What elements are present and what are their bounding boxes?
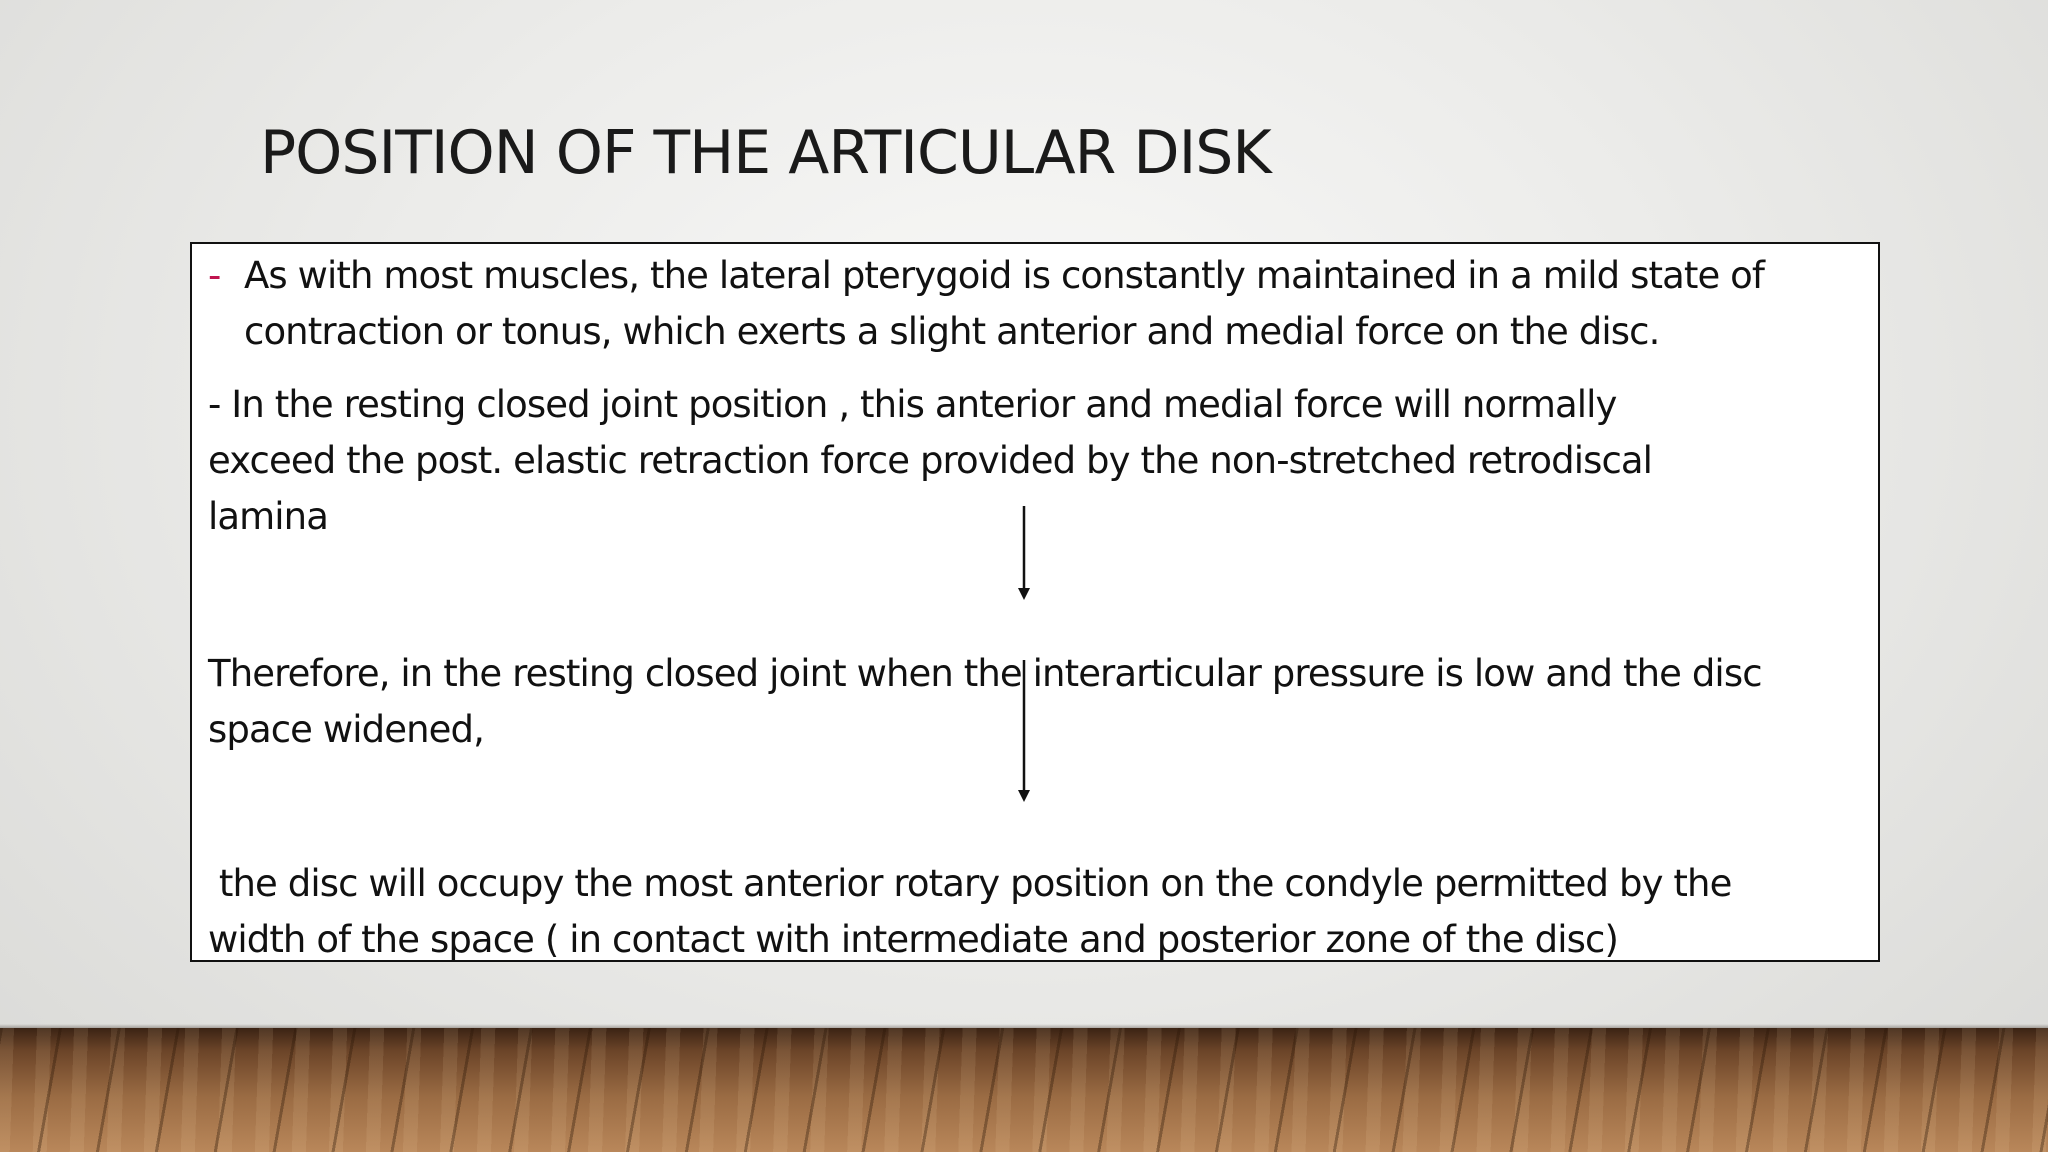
slide-title: POSITION OF THE ARTICULAR DISK xyxy=(260,118,1271,188)
down-arrow-2-icon xyxy=(1014,658,1034,808)
paragraph-3 xyxy=(208,646,1762,758)
bullet-2-line-2: exceed the post. elastic retraction force provided by the non-stretched retrodiscal xyxy=(208,439,1653,482)
paragraph-4 xyxy=(208,856,1731,968)
bullet-1 xyxy=(192,248,1764,360)
down-arrow-1-icon xyxy=(1014,504,1034,604)
paragraph-3-line-1: Therefore, in the resting closed joint when the interarticular pressure is low and the disc xyxy=(208,652,1762,695)
wooden-floor xyxy=(0,1028,2048,1152)
bullet-1-line-2: contraction or tonus, which exerts a slight anterior and medial force on the disc. xyxy=(244,310,1660,353)
bullet-1-line-1: As with most muscles, the lateral pterygoid is constantly maintained in a mild state of xyxy=(244,254,1765,297)
bullet-marker: - xyxy=(208,254,221,297)
paragraph-4-line-1: the disc will occupy the most anterior rotary position on the condyle permitted by the xyxy=(208,862,1732,905)
paragraph-4-line-2: width of the space ( in contact with intermediate and posterior zone of the disc) xyxy=(208,918,1618,961)
bullet-2-line-1: - In the resting closed joint position , this anterior and medial force will normally xyxy=(208,383,1617,426)
content-box xyxy=(190,242,1880,962)
bullet-2-line-3: lamina xyxy=(208,495,328,538)
bullet-2 xyxy=(208,377,1652,545)
paragraph-3-line-2: space widened, xyxy=(208,708,484,751)
